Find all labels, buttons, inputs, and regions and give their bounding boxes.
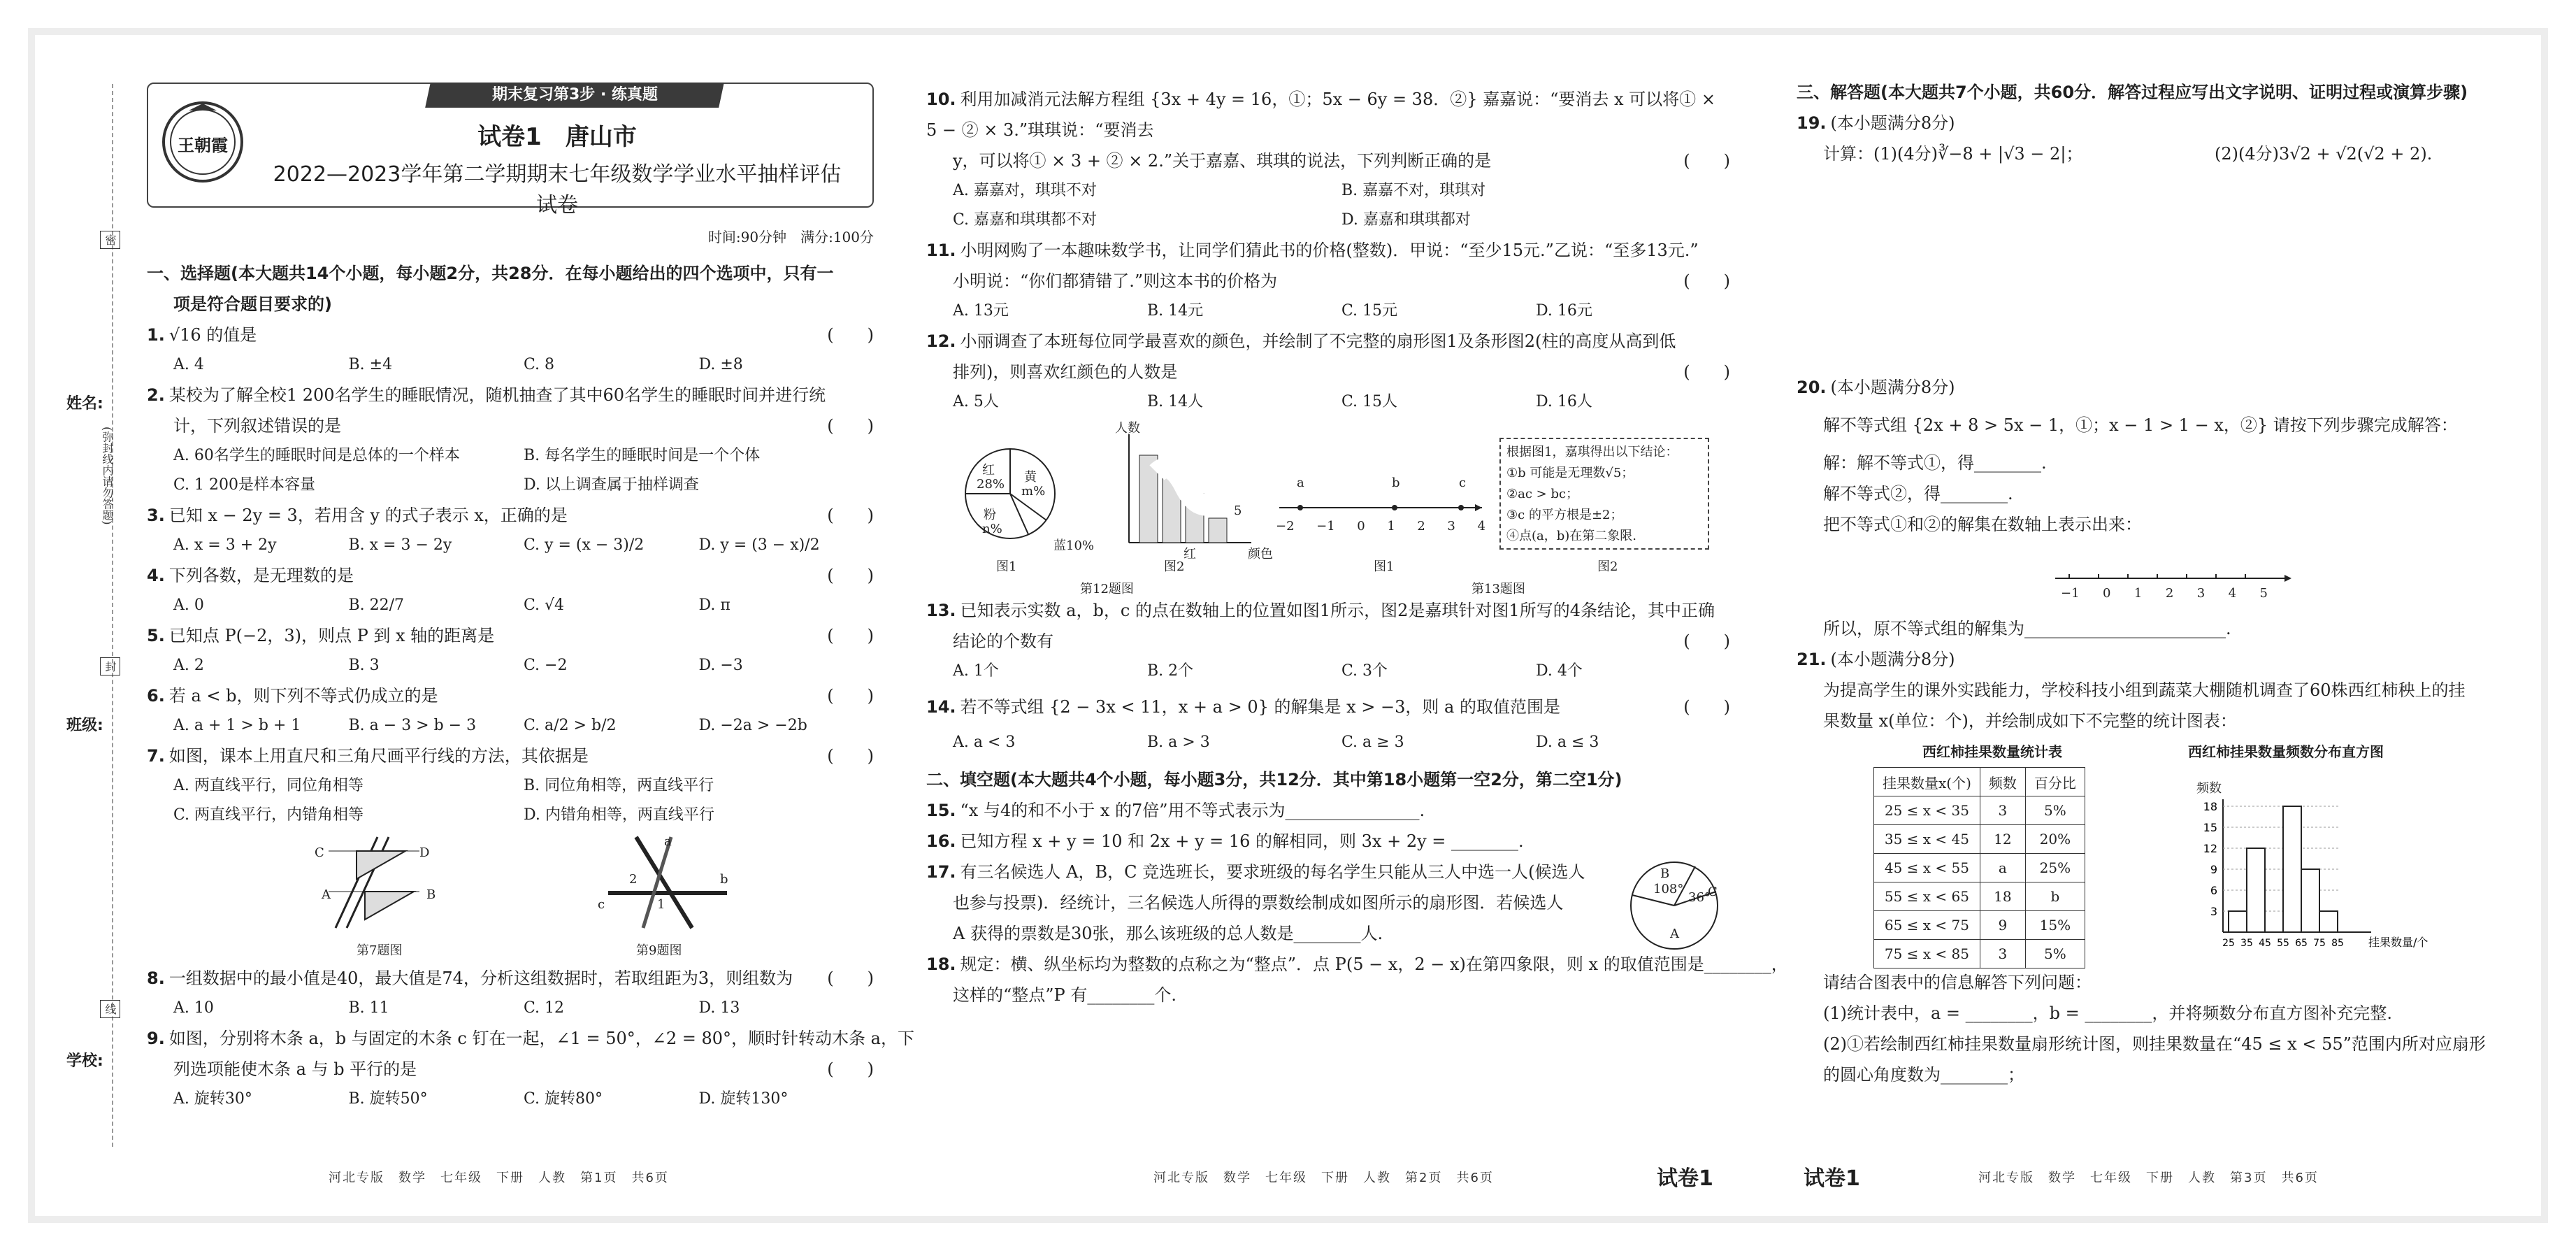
footer-page-3: 河北专版 数学 七年级 下册 人教 第3页 共6页	[1978, 1171, 2319, 1185]
question-18-cont: 这样的“整点”P 有________个.	[953, 985, 1177, 1005]
question-11-cont: 小明说：“你们都猜错了.”则这本书的价格为 ( )	[926, 266, 1730, 296]
question-17: 17. 有三名候选人 A，B，C 竞选班长，要求班级的每名学生只能从三人中选一人(候选人	[926, 862, 1585, 882]
question-12: 12. 小丽调查了本班每位同学最喜欢的颜色，并绘制了不完整的扇形图1及条形图2(柱的高度从高到低	[926, 331, 1676, 351]
logo	[161, 90, 245, 194]
histogram-x-tick-label: 45	[2259, 938, 2271, 949]
question-12-cont: 排列)，则喜欢红颜色的人数是 ( )	[926, 357, 1730, 387]
question-20-intro: 解不等式组 {2x + 8 > 5x − 1，①；x − 1 > 1 − x，②} 请按下列步骤完成解答：	[1823, 415, 2458, 435]
histogram-bar	[2247, 848, 2265, 932]
column-1	[147, 70, 914, 1114]
paper-subtitle: 2022—2023学年第二学期期末七年级数学学业水平抽样评估试卷	[273, 162, 842, 217]
question-17-block: 17. 有三名候选人 A，B，C 竞选班长，要求班级的每名学生只能从三人中选一人(候选人 也参与投票)．经统计，三名候选人所得的票数绘制成如图所示的扇形图．若候选人 A 获得的票数是30张，那么该班级的总人数是________人. B 108° 36° C A	[926, 857, 1730, 949]
histogram-y-tick-label: 18	[2203, 800, 2217, 813]
question-14-options: A. a < 3 B. a > 3 C. a ≥ 3 D. a ≤ 3	[953, 734, 1599, 751]
question-13-options: A. 1个 B. 2个 C. 3个 D. 4个	[953, 662, 1583, 680]
question-1: 1. √16 的值是 ( )	[147, 320, 874, 350]
question-21-part-2: (2)①若绘制西红柿挂果数量扇形统计图，则挂果数量在“45 ≤ x < 55”范围内所对应扇形	[1823, 1034, 2486, 1054]
stat-table-title: 西红柿挂果数量统计表	[1922, 743, 2062, 760]
question-11-options: A. 13元 B. 14元 C. 15元 D. 16元	[953, 302, 1592, 320]
question-10-options-2: C. 嘉嘉和琪琪都不对 D. 嘉嘉和琪琪都对	[953, 211, 1471, 229]
question-20-step-1[interactable]: 解：解不等式①，得________.	[1823, 453, 2047, 473]
answer-bracket[interactable]: ( )	[827, 746, 874, 766]
question-19-parts: 计算：(1)(4分)∛−8 + |√3 − 2|； (2)(4分)3√2 + √2(√2 + 2).	[1823, 144, 2433, 164]
answer-bracket[interactable]: ( )	[827, 686, 874, 706]
answer-bracket[interactable]: ( )	[1683, 151, 1730, 171]
question-3-options: A. x = 3 + 2y B. x = 3 − 2y C. y = (x − 3)/2 D. y = (3 − x)/2	[173, 536, 820, 554]
fig13-ticks: −2 −1 0 1 2 3 4	[1276, 519, 1485, 534]
histogram-bar	[2283, 806, 2301, 932]
table-row: 35 ≤ x < 45 12 20%	[1874, 825, 2085, 854]
question-10: 10. 利用加减消元法解方程组 {3x + 4y = 16，①；5x − 6y = 38．②} 嘉嘉说：“要消去 x 可以将① × 5 − ② × 3.”琪琪说：“要消去	[926, 90, 1715, 140]
question-3: 3. 已知 x − 2y = 3，若用含 y 的式子表示 x，正确的是 ( )	[147, 500, 874, 531]
seal-mark-2: 封	[100, 657, 120, 675]
fig7-caption: 第7题图	[357, 943, 403, 958]
question-5: 5. 已知点 P(−2，3)，则点 P 到 x 轴的距离是 ( )	[147, 620, 874, 651]
seal-mark: 密	[100, 231, 120, 249]
question-21-part-2-cont[interactable]: 的圆心角度数为________；	[1823, 1065, 2024, 1085]
question-20: 20. (本小题满分8分)	[1797, 378, 1955, 397]
question-13: 13. 已知表示实数 a，b，c 的点在数轴上的位置如图1所示，图2是嘉琪针对图1所写的4条结论，其中正确	[926, 601, 1715, 620]
seal-note: (弥封线内请勿答题)	[101, 427, 114, 525]
question-20-step-2[interactable]: 解不等式②，得________.	[1823, 484, 2013, 503]
footer-page-1: 河北专版 数学 七年级 下册 人教 第1页 共6页	[329, 1171, 669, 1185]
histogram-x-label: 挂果数量/个	[2368, 936, 2429, 949]
question-20-number-line[interactable]	[1797, 540, 2531, 613]
histogram-x-tick-label: 35	[2240, 938, 2253, 949]
question-21-figures	[1797, 736, 2531, 967]
answer-bracket[interactable]: ( )	[1683, 697, 1730, 717]
class-label: 班级:	[66, 717, 103, 734]
question-4-options: A. 0 B. 22/7 C. √4 D. π	[173, 596, 731, 614]
question-9-cont: 列选项能使木条 a 与 b 平行的是 ( )	[147, 1054, 874, 1085]
paper-tag-1: 试卷1	[1657, 1166, 1713, 1191]
question-19: 19. (本小题满分8分)	[1797, 113, 1955, 133]
fig13-conclusion-box: 根据图1，嘉琪得出以下结论： ①b 可能是无理数√5； ②ac > bc； ③c 的平方根是±2； ④点(a，b)在第二象限.	[1499, 438, 1709, 550]
answer-bracket[interactable]: ( )	[827, 416, 874, 436]
table-header-row: 挂果数量x(个) 频数 百分比	[1874, 768, 2085, 796]
histogram-y-tick-label: 3	[2210, 905, 2217, 918]
footer-page-2: 河北专版 数学 七年级 下册 人教 第2页 共6页	[1153, 1171, 1494, 1185]
figures-7-9: C D A B 第7题图 a b c 1 2 第9题图	[147, 830, 874, 963]
section-1-title: 一、选择题(本大题共14个小题，每小题2分，共28分．在每小题给出的四个选项中，只有一	[147, 264, 834, 283]
table-row: 75 ≤ x < 85 3 5%	[1874, 940, 2085, 968]
question-12-options: A. 5人 B. 14人 C. 15人 D. 16人	[953, 393, 1592, 410]
histogram-ylabel: 频数	[2196, 781, 2222, 796]
question-2-options: A. 60名学生的睡眠时间是总体的一个样本 B. 每名学生的睡眠时间是一个个体	[173, 447, 761, 464]
histogram-chart	[2188, 792, 2510, 967]
question-2: 2. 某校为了解全校1 200名学生的睡眠情况，随机抽查了其中60名学生的睡眠时间并进行统	[147, 385, 826, 405]
answer-bracket[interactable]: ( )	[1683, 362, 1730, 382]
answer-bracket[interactable]: ( )	[1683, 631, 1730, 651]
question-8-options: A. 10 B. 11 C. 12 D. 13	[173, 999, 740, 1017]
fig13-number-line-icon	[1276, 494, 1485, 522]
histogram-bar	[2319, 911, 2338, 932]
section-2-title: 二、填空题(本大题共4个小题，每小题3分，共12分．其中第18小题第一空2分，第二空1分)	[926, 770, 1622, 789]
fig12-bar-chart-icon	[1115, 431, 1255, 550]
histogram-bar	[2301, 869, 2319, 932]
question-21-text: 为提高学生的课外实践能力，学校科技小组到蔬菜大棚随机调查了60株西红柿秧上的挂	[1823, 680, 2466, 700]
question-2-cont: 计，下列叙述错误的是 ( )	[147, 410, 874, 441]
question-11: 11. 小明网购了一本趣味数学书，让同学们猜此书的价格(整数)．甲说：“至少15元.”乙说：“至多13元.”	[926, 241, 1699, 260]
question-15: 15. “x 与4的和不小于 x 的7倍”用不等式表示为________________.	[926, 801, 1425, 820]
question-21-text-2: 果数量 x(单位：个)，并绘制成如下不完整的统计图表：	[1823, 711, 2237, 731]
time-info: 时间:90分钟 满分:100分	[707, 229, 874, 245]
table-row: 65 ≤ x < 75 9 15%	[1874, 911, 2085, 940]
fig9-caption: 第9题图	[636, 943, 682, 958]
question-17-cont-2: A 获得的票数是30张，那么该班级的总人数是________人.	[953, 924, 1383, 943]
question-10-options: A. 嘉嘉对，琪琪不对 B. 嘉嘉不对，琪琪对	[953, 182, 1486, 199]
answer-bracket[interactable]: ( )	[827, 1059, 874, 1079]
histogram-y-tick-label: 12	[2203, 842, 2217, 855]
question-21: 21. (本小题满分8分)	[1797, 650, 1955, 669]
answer-bracket[interactable]: ( )	[1683, 271, 1730, 291]
question-8: 8. 一组数据中的最小值是40，最大值是74，分析这组数据时，若取组距为3，则组数为 ( )	[147, 963, 874, 994]
figures-12-13: 红 28% 黄 m% 粉 n% 蓝10% 图1 人数 5 红 颜色 图2 第12题图 a b c −2 −1 0 1 2 3 4 图1 根据图1，嘉琪得出以下结论： ①b 可能是无理数√5； ②ac > bc； ③c 的平方根是±2； ④点(a，b)在第二象限. 图2 第13题图	[926, 417, 1730, 595]
section-3-title: 三、解答题(本大题共7个小题，共60分．解答过程应写出文字说明、证明过程或演算步骤)	[1797, 83, 2468, 102]
question-16: 16. 已知方程 x + y = 10 和 2x + y = 16 的解相同，则 3x + 2y = ________.	[926, 831, 1524, 851]
question-6: 6. 若 a < b，则下列不等式仍成立的是 ( )	[147, 680, 874, 711]
question-20-step-3: 把不等式①和②的解集在数轴上表示出来：	[1823, 515, 2142, 534]
seal-mark-3: 线	[100, 1000, 120, 1018]
table-row: 45 ≤ x < 55 a 25%	[1874, 854, 2085, 882]
paper-header	[147, 83, 874, 217]
histogram-bar	[2229, 911, 2247, 932]
question-21-prompt: 请结合图表中的信息解答下列问题：	[1823, 973, 2092, 992]
question-14: 14. 若不等式组 {2 − 3x < 11，x + a > 0} 的解集是 x > −3，则 a 的取值范围是 ( )	[926, 686, 1730, 728]
paper-tag-2: 试卷1	[1804, 1166, 1860, 1191]
question-17-cont: 也参与投票)．经统计，三名候选人所得的票数绘制成如图所示的扇形图．若候选人	[953, 893, 1564, 913]
column-2	[926, 84, 1788, 1010]
question-10-cont: y，可以将① × 3 + ② × 2.”关于嘉嘉、琪琪的说法，下列判断正确的是 ( )	[926, 145, 1730, 176]
logo-text: 王朝霞	[178, 136, 228, 155]
question-20-result[interactable]: 所以，原不等式组的解集为________________________.	[1823, 619, 2231, 638]
fig12-caption: 第12题图	[1080, 582, 1134, 596]
question-2-options-2: C. 1 200是样本容量 D. 以上调查属于抽样调查	[173, 476, 699, 494]
table-row: 25 ≤ x < 35 3 5%	[1874, 796, 2085, 825]
column-3	[1797, 77, 2531, 1090]
question-18: 18. 规定：横、纵坐标均为整数的点称之为“整点”．点 P(5 − x，2 − x)在第四象限，则 x 的取值范围是________，	[926, 955, 1788, 974]
histogram-y-tick-label: 9	[2210, 863, 2217, 876]
fig13-caption: 第13题图	[1472, 582, 1525, 596]
paper-title: 试卷1 唐山市	[477, 123, 637, 151]
stat-table	[1873, 767, 2085, 968]
histogram-title: 西红柿挂果数量频数分布直方图	[2188, 743, 2384, 760]
question-7-options: A. 两直线平行，同位角相等 B. 同位角相等，两直线平行	[173, 777, 714, 794]
table-row: 55 ≤ x < 65 18 b	[1874, 882, 2085, 911]
answer-bracket[interactable]: ( )	[827, 506, 874, 525]
review-banner: 期末复习第3步 · 练真题	[425, 83, 724, 108]
name-label: 姓名:	[66, 395, 103, 413]
fig7-triangle-ruler-icon	[315, 830, 454, 935]
histogram-x-tick-label: 85	[2331, 938, 2344, 949]
question-4: 4. 下列各数，是无理数的是 ( )	[147, 560, 874, 591]
answer-bracket[interactable]: ( )	[827, 968, 874, 988]
school-label: 学校:	[66, 1052, 103, 1070]
question-5-options: A. 2 B. 3 C. −2 D. −3	[173, 657, 743, 674]
question-9: 9. 如图，分别将木条 a，b 与固定的木条 c 钉在一起，∠1 = 50°，∠2 = 80°，顺时针转动木条 a，下	[147, 1029, 914, 1048]
histogram-x-tick-label: 25	[2222, 938, 2235, 949]
section-1-title-cont: 项是符合题目要求的)	[173, 294, 332, 314]
histogram-y-tick-label: 6	[2210, 884, 2217, 897]
histogram-x-tick-label: 65	[2295, 938, 2308, 949]
question-9-options: A. 旋转30° B. 旋转50° C. 旋转80° D. 旋转130°	[173, 1090, 789, 1108]
number-line-icon	[2055, 571, 2293, 585]
number-line-ticks: −1 0 1 2 3 4 5	[2061, 586, 2268, 601]
question-7: 7. 如图，课本上用直尺和三角尺画平行线的方法，其依据是 ( )	[147, 741, 874, 771]
histogram-x-tick-label: 55	[2277, 938, 2289, 949]
histogram-y-tick-label: 15	[2203, 821, 2217, 834]
answer-bracket[interactable]: ( )	[827, 626, 874, 645]
question-7-options-2: C. 两直线平行，内错角相等 D. 内错角相等，两直线平行	[173, 806, 714, 824]
question-1-options: A. 4 B. ±4 C. 8 D. ±8	[173, 356, 743, 373]
question-6-options: A. a + 1 > b + 1 B. a − 3 > b − 3 C. a/2 > b/2 D. −2a > −2b	[173, 717, 807, 734]
question-21-part-1[interactable]: (1)统计表中，a = ________，b = ________，并将频数分布直方图补充完整.	[1823, 1003, 2393, 1023]
answer-bracket[interactable]: ( )	[827, 566, 874, 585]
histogram-x-tick-label: 75	[2313, 938, 2326, 949]
question-13-cont: 结论的个数有 ( )	[926, 626, 1730, 657]
answer-bracket[interactable]: ( )	[827, 325, 874, 345]
question-19-answer-space[interactable]	[1797, 169, 2531, 372]
